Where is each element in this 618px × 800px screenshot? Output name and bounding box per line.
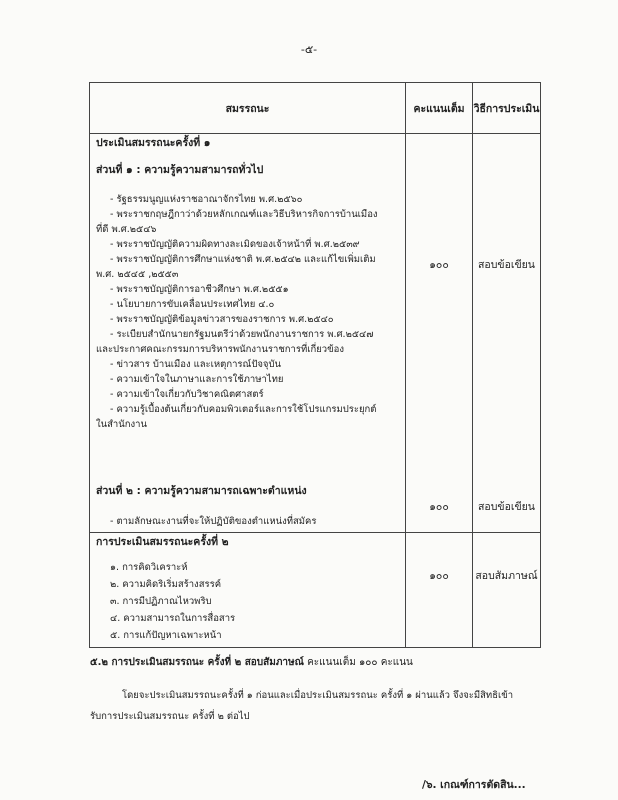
list-item: - ความเข้าใจเกี่ยวกับวิชาคณิตศาสตร์ [110,389,264,400]
round1-content [90,134,406,533]
round2-content [90,533,406,648]
round1-title: ประเมินสมรรถนะครั้งที่ ๑ [96,137,211,149]
part2-title: ส่วนที่ ๒ : ความรู้ความสามารถเฉพาะตำแหน่ง [96,485,307,497]
round2-method-cell [473,533,541,648]
list-item: - พระราชบัญญัติการศึกษาแห่งชาติ พ.ศ.๒๕๔๒ และแก้ไขเพิ่มเติม [110,254,376,265]
round1-row [90,134,541,533]
list-item: - รัฐธรรมนูญแห่งราชอาณาจักรไทย พ.ศ.๒๕๖๐ [110,194,303,205]
list-item: ๒. ความคิดริเริ่มสร้างสรรค์ [110,579,222,590]
list-item: - พระราชบัญญัติข้อมูลข่าวสารของราชการ พ.ศ.๒๕๔๐ [110,314,334,325]
page-number: -๕- [300,43,318,56]
list-item: - ข่าวสาร บ้านเมือง และเหตุการณ์ปัจจุบัน [110,359,282,370]
list-item: ที่ดี พ.ศ.๒๕๔๖ [96,224,157,235]
paragraph-line-1: โดยจะประเมินสมรรถนะครั้งที่ ๑ ก่อนและเมื่อประเมินสมรรถนะ ครั้งที่ ๑ ผ่านแล้ว จึงจะมีสิทธิเข้า [122,690,514,701]
list-item: - ระเบียบสำนักนายกรัฐมนตรีว่าด้วยพนักงานราชการ พ.ศ.๒๕๔๗ [110,329,374,340]
list-item: ในสำนักงาน [96,419,147,430]
list-item: - ความเข้าใจในภาษาและการใช้ภาษาไทย [110,374,284,385]
part2-method: สอบข้อเขียน [478,501,535,513]
round2-item-list [110,559,235,644]
competency-table [89,82,541,648]
section-5-2-heading: ๕.๒ การประเมินสมรรถนะ ครั้งที่ ๒ สอบสัมภาษณ์ [90,657,304,668]
list-item: - นโยบายการขับเคลื่อนประเทศไทย ๔.๐ [110,299,275,310]
round2-method: สอบสัมภาษณ์ [475,570,538,582]
list-item: - พระราชบัญญัติความผิดทางละเมิดของเจ้าหน้าที่ พ.ศ.๒๕๓๙ [110,239,360,250]
part2-score: ๑๐๐ [429,501,449,513]
section-5-2-tail: คะแนนเต็ม ๑๐๐ คะแนน [303,657,413,668]
round2-score: ๑๐๐ [429,570,449,582]
header-method: วิธีการประเมิน [473,83,541,134]
part1-title: ส่วนที่ ๑ : ความรู้ความสามารถทั่วไป [96,164,264,176]
list-item: - พระราชกฤษฎีกาว่าด้วยหลักเกณฑ์และวิธีบริหารกิจการบ้านเมือง [110,209,378,220]
part2-item: - ตามลักษณะงานที่จะให้ปฏิบัติของตำแหน่งที่สมัคร [110,516,317,527]
paragraph-line-2: รับการประเมินสมรรถนะ ครั้งที่ ๒ ต่อไป [90,711,250,722]
round2-score-cell [406,533,473,648]
list-item: ๑. การคิดวิเคราะห์ [110,562,188,573]
round1-score-cell [406,134,473,533]
table-header-row [90,83,541,134]
part1-item-list [96,192,408,432]
list-item: - พระราชบัญญัติการอาชีวศึกษา พ.ศ.๒๕๕๑ [110,284,289,295]
part1-method: สอบข้อเขียน [478,259,535,271]
header-competency: สมรรถนะ [90,83,406,134]
header-full-score: คะแนนเต็ม [406,83,473,134]
list-item: ๕. การแก้ปัญหาเฉพาะหน้า [110,630,222,641]
part1-score: ๑๐๐ [429,259,449,271]
section-5-2-line [90,655,413,670]
round2-row [90,533,541,648]
list-item: ๔. ความสามารถในการสื่อสาร [110,613,236,624]
list-item: พ.ศ. ๒๕๔๕ ,๒๕๕๓ [96,269,179,280]
next-page-footer: /๖. เกณฑ์การตัดสิน... [422,779,526,791]
list-item: - ความรู้เบื้องต้นเกี่ยวกับคอมพิวเตอร์และการใช้โปรแกรมประยุกต์ [110,404,377,415]
round2-title: การประเมินสมรรถนะครั้งที่ ๒ [96,536,229,548]
round1-method-cell [473,134,541,533]
list-item: ๓. การมีปฏิภาณไหวพริบ [110,596,212,607]
list-item: และประกาศคณะกรรมการบริหารพนักงานราชการที่เกี่ยวข้อง [96,344,344,355]
